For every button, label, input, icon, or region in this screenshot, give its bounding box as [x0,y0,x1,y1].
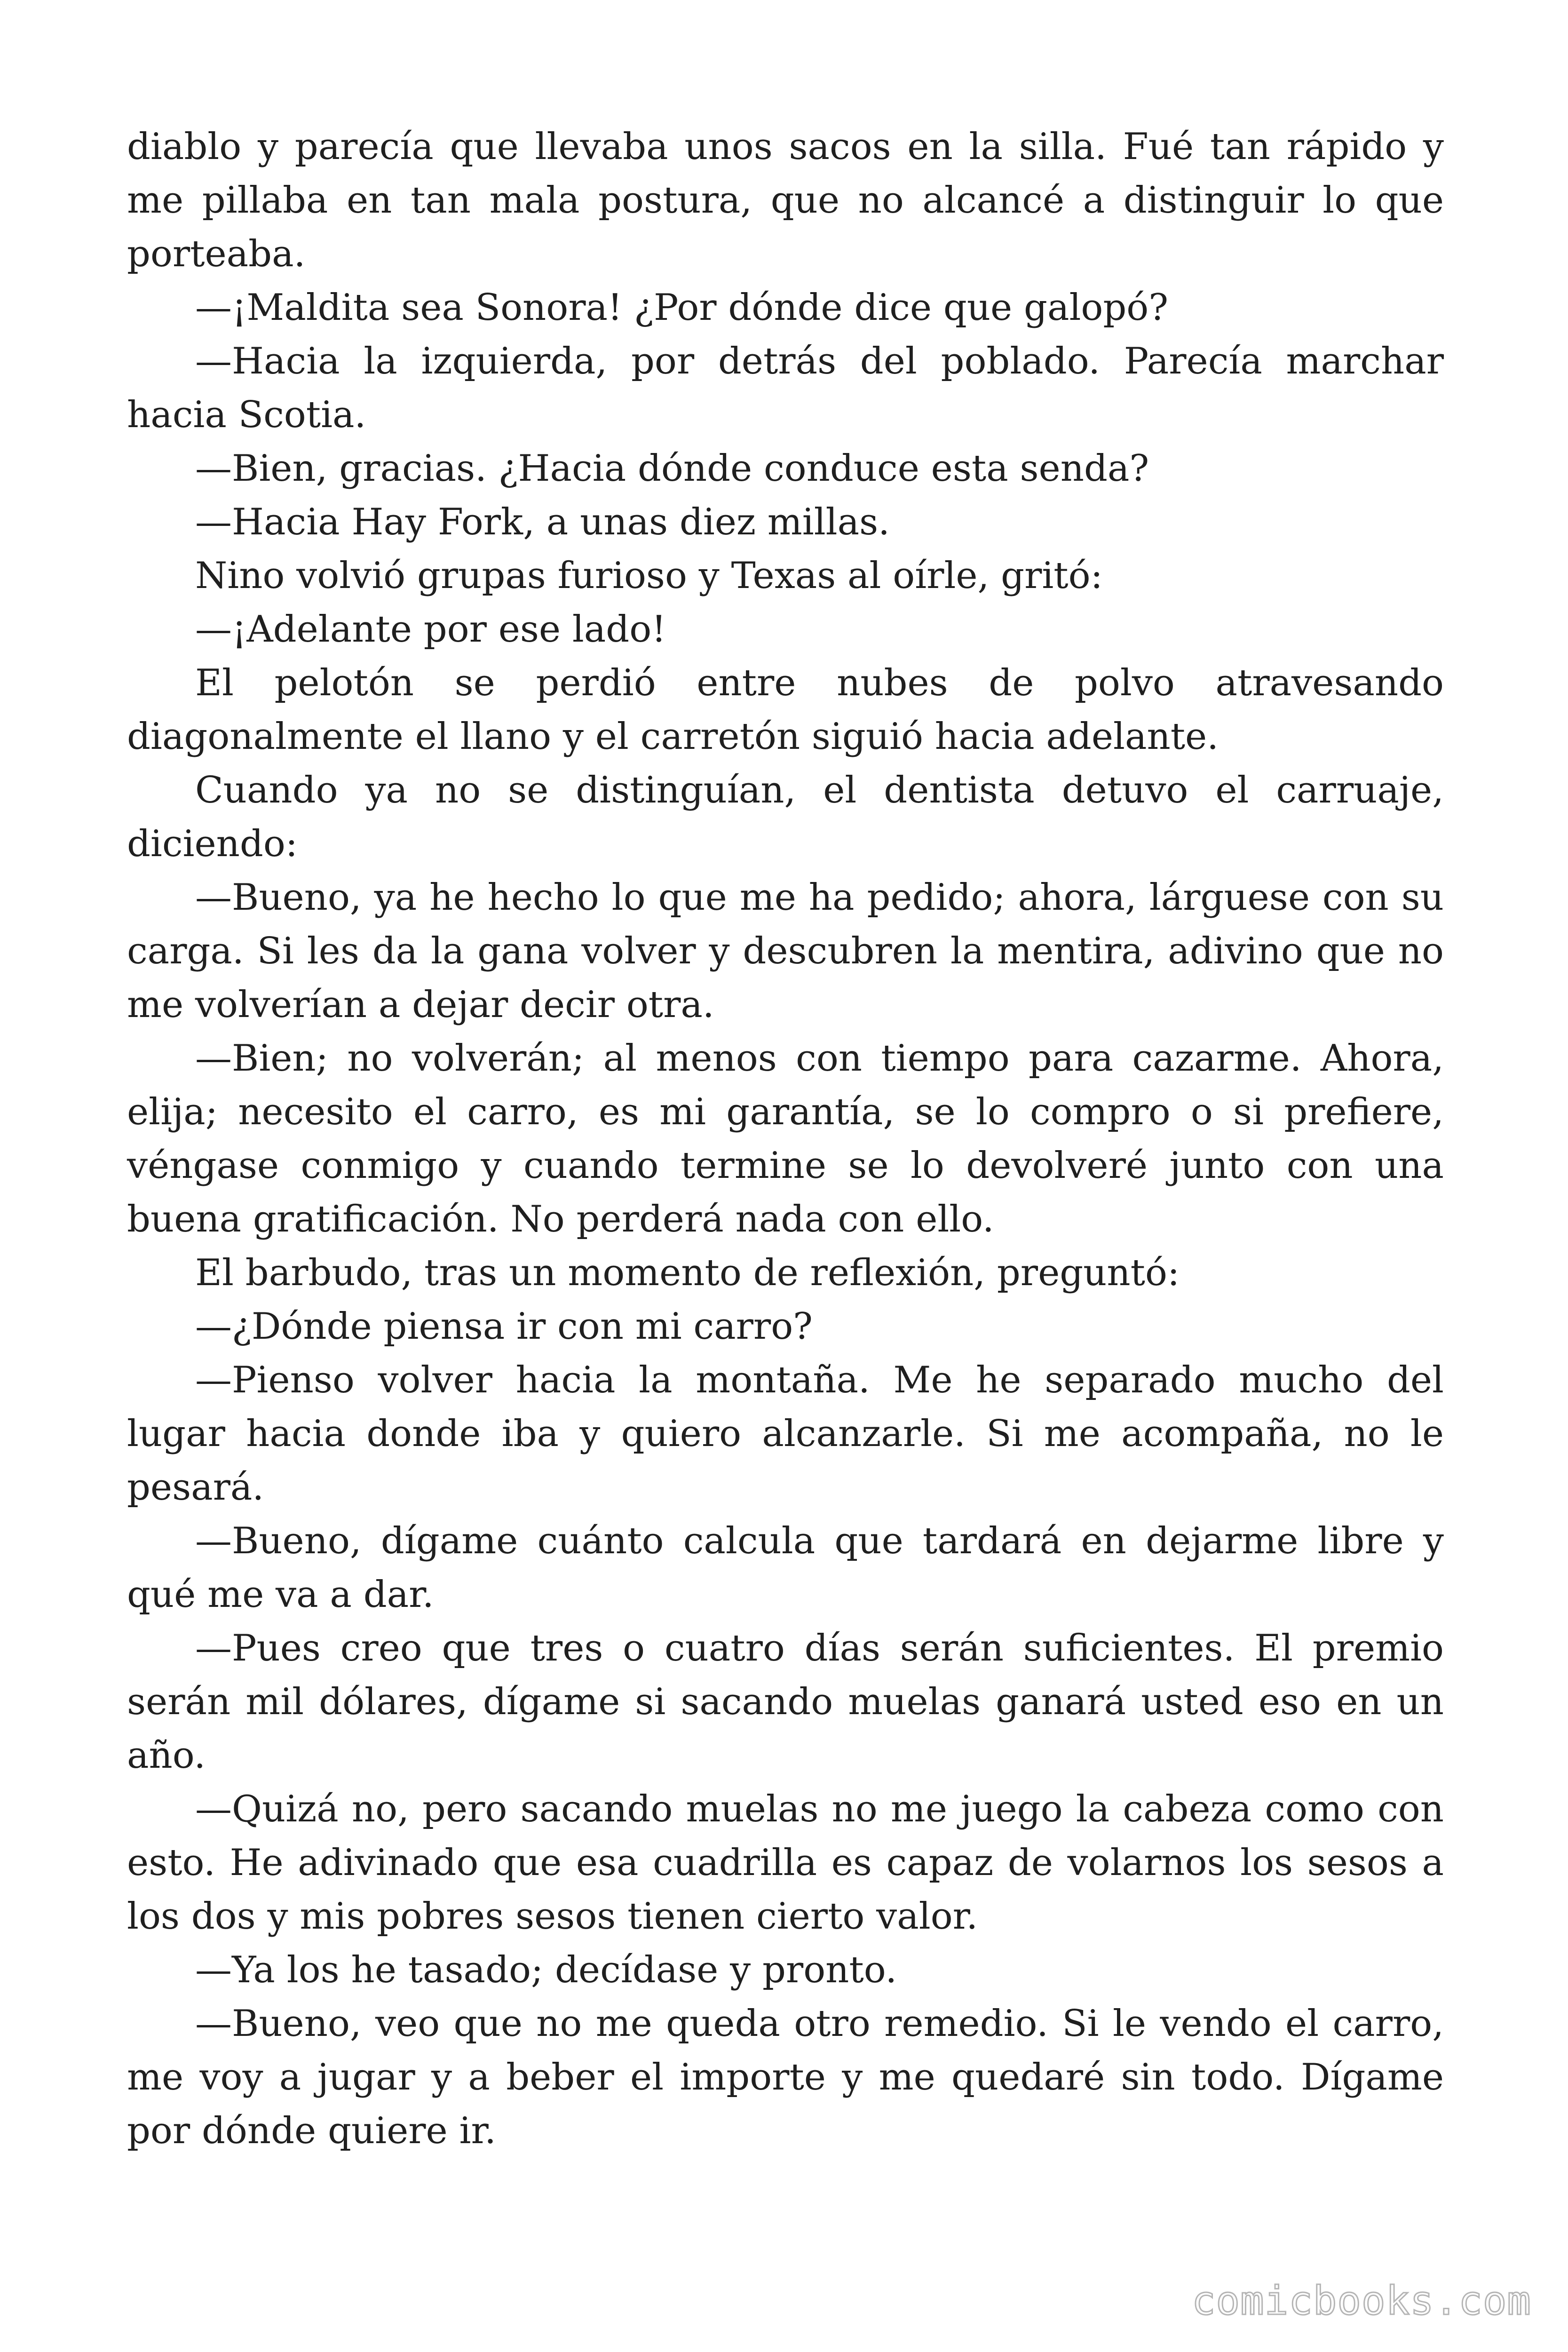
paragraph: Cuando ya no se distinguían, el dentista detuvo el carruaje, diciendo: [127,769,1444,865]
paragraph: El pelotón se perdió entre nubes de polvo atravesando diagonalmente el llano y el carretón siguió hacia adelante. [127,662,1444,758]
paragraph: —Hacia la izquierda, por detrás del poblado. Parecía marchar hacia Scotia. [127,340,1444,436]
paragraph: —¡Maldita sea Sonora! ¿Por dónde dice que galopó? [195,286,1169,329]
watermark: comicbooks.com [1191,2278,1531,2324]
paragraph: —¿Dónde piensa ir con mi carro? [195,1305,813,1348]
page-body [127,120,1444,2158]
paragraph: —Bueno, dígame cuánto calcula que tardará en dejarme libre y qué me va a dar. [127,1520,1444,1616]
paragraph: —¡Adelante por ese lado! [195,608,666,651]
paragraph: —Hacia Hay Fork, a unas diez millas. [195,501,890,543]
paragraph: Nino volvió grupas furioso y Texas al oírle, gritó: [195,555,1103,597]
paragraph: —Pues creo que tres o cuatro días serán suficientes. El premio serán mil dólares, dígame si sacando muelas ganará usted eso en un año. [127,1627,1444,1777]
paragraph: —Bien, gracias. ¿Hacia dónde conduce esta senda? [195,447,1149,490]
paragraph: —Ya los he tasado; decídase y pronto. [195,1949,897,1991]
paragraph: —Quizá no, pero sacando muelas no me juego la cabeza como con esto. He adivinado que esa cuadrilla es capaz de volarnos los sesos a los dos y mis pobres sesos tienen cierto valor. [127,1788,1444,1938]
paragraph: El barbudo, tras un momento de reflexión, preguntó: [195,1252,1180,1294]
paragraph: diablo y parecía que llevaba unos sacos en la silla. Fué tan rápido y me pillaba en tan mala postura, que no alcancé a distinguir lo que porteaba. [127,126,1444,275]
paragraph: —Pienso volver hacia la montaña. Me he separado mucho del lugar hacia donde iba y quiero alcanzarle. Si me acompaña, no le pesará. [127,1359,1444,1509]
paragraph: —Bueno, veo que no me queda otro remedio. Si le vendo el carro, me voy a jugar y a beber el importe y me quedaré sin todo. Dígame por dónde quiere ir. [127,2002,1444,2152]
paragraph: —Bien; no volverán; al menos con tiempo para cazarme. Ahora, elija; necesito el carro, es mi garantía, se lo compro o si prefiere, véngase conmigo y cuando termine se lo devolveré junto con una buena gratificación. No perderá nada con ello. [127,1037,1444,1240]
paragraph: —Bueno, ya he hecho lo que me ha pedido; ahora, lárguese con su carga. Si les da la gana volver y descubren la mentira, adivino que no me volverían a dejar decir otra. [127,876,1444,1026]
